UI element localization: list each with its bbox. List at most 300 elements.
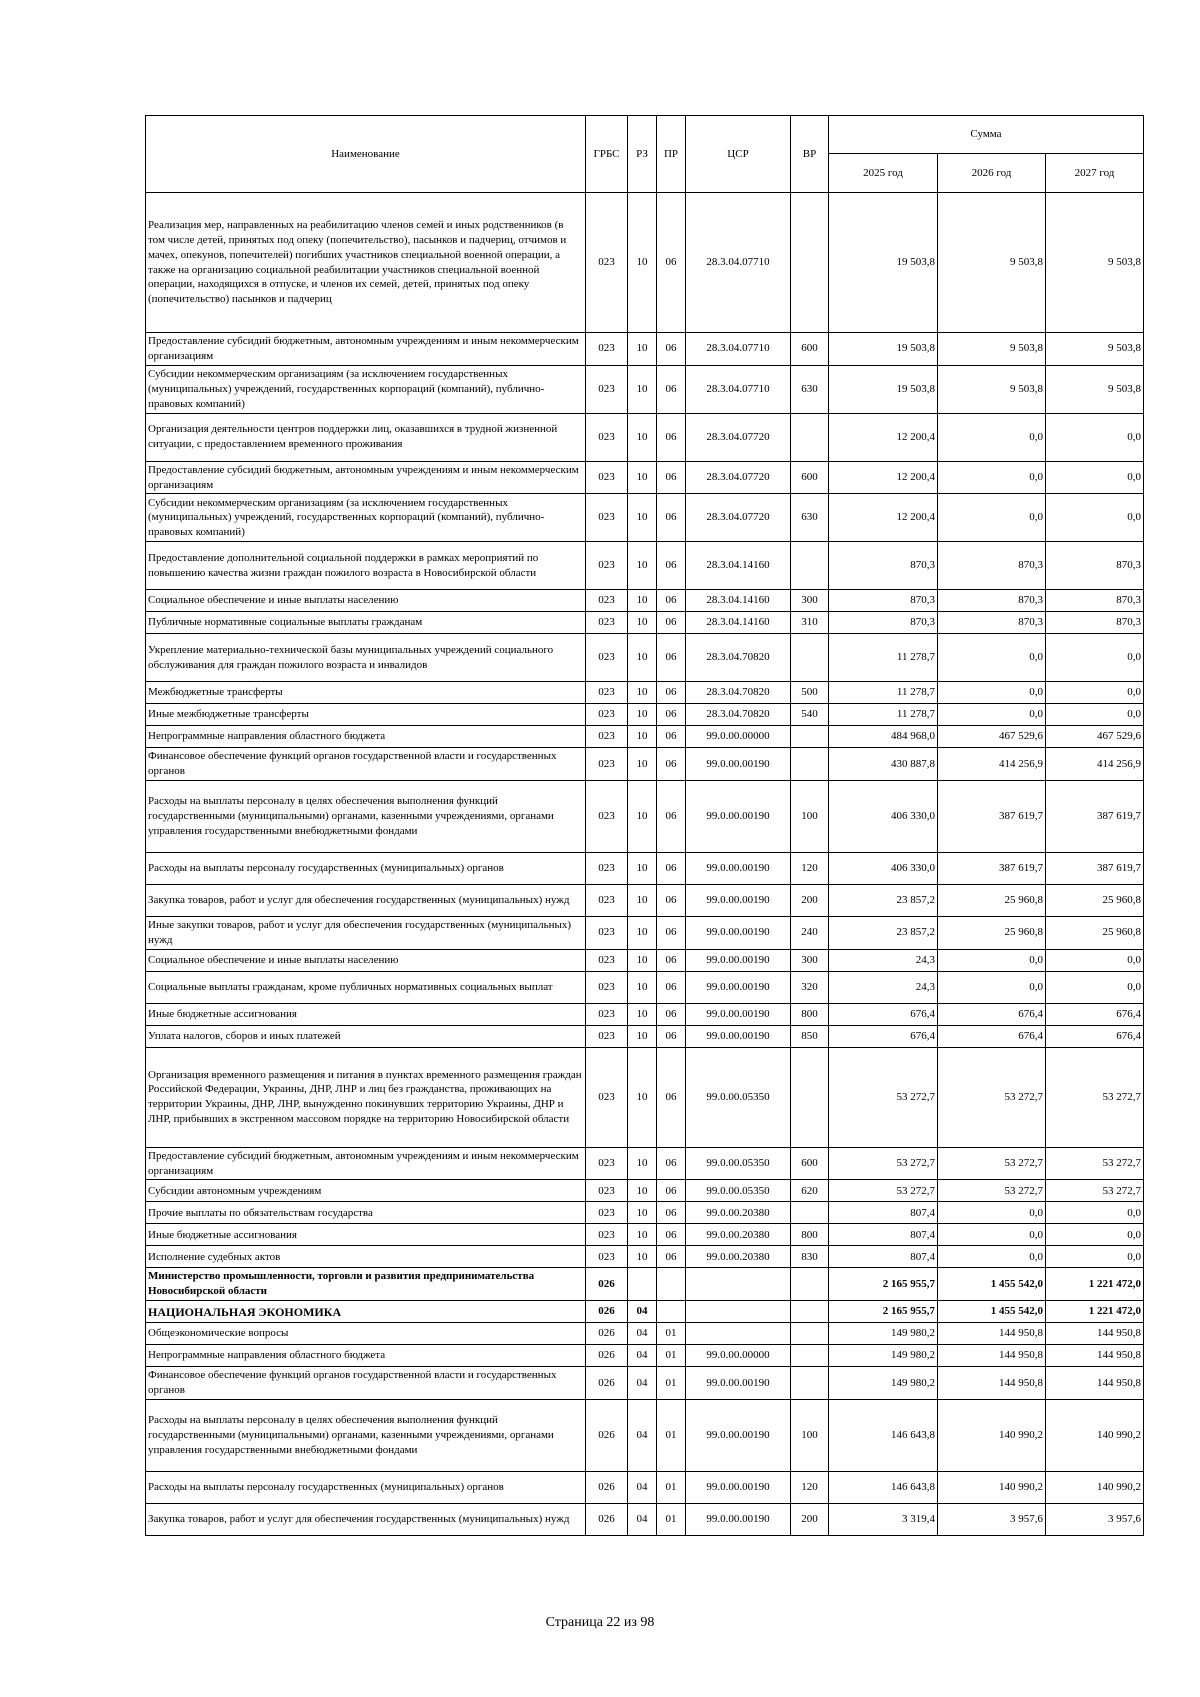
cell-rz: 10 — [628, 1147, 657, 1180]
cell-csr: 99.0.00.00190 — [686, 1503, 791, 1535]
cell-pr: 06 — [657, 634, 686, 682]
cell-vr: 240 — [791, 917, 829, 950]
cell-name: Непрограммные направления областного бюджета — [146, 726, 586, 748]
cell-amount-2027: 676,4 — [1046, 1025, 1144, 1047]
cell-name: Реализация мер, направленных на реабилитацию членов семей и иных родственников (в том числе детей, принятых под опеку (попечительство), пасынков и падчериц, отчимов и мачех, опекунов, попечителей) погибших участников специальной военной операции, а также на организацию социальной реабилитации участников специальной военной операции, находящихся в отпуске, и членов их семей, детей, принятых под опеку (попечительство) пасынков и падчериц — [146, 193, 586, 333]
cell-amount-2027: 0,0 — [1046, 1202, 1144, 1224]
cell-amount-2027: 1 221 472,0 — [1046, 1301, 1144, 1323]
cell-amount-2026: 0,0 — [938, 494, 1046, 542]
cell-csr: 28.3.04.70820 — [686, 704, 791, 726]
cell-rz: 04 — [628, 1301, 657, 1323]
cell-pr: 06 — [657, 590, 686, 612]
cell-pr: 06 — [657, 704, 686, 726]
cell-csr: 28.3.04.07720 — [686, 413, 791, 461]
cell-amount-2026: 144 950,8 — [938, 1367, 1046, 1400]
cell-amount-2025: 11 278,7 — [829, 634, 938, 682]
cell-amount-2026: 0,0 — [938, 971, 1046, 1003]
cell-csr: 28.3.04.14160 — [686, 590, 791, 612]
cell-name: Иные бюджетные ассигнования — [146, 1003, 586, 1025]
cell-name: Субсидии некоммерческим организациям (за исключением государственных (муниципальных) учреждений, государственных корпораций (компаний), публично-правовых компаний) — [146, 365, 586, 413]
cell-pr: 06 — [657, 781, 686, 853]
cell-pr: 06 — [657, 971, 686, 1003]
cell-amount-2026: 9 503,8 — [938, 193, 1046, 333]
cell-amount-2027: 9 503,8 — [1046, 193, 1144, 333]
cell-csr: 28.3.04.70820 — [686, 682, 791, 704]
cell-amount-2026: 25 960,8 — [938, 917, 1046, 950]
cell-amount-2027: 0,0 — [1046, 634, 1144, 682]
cell-rz: 04 — [628, 1323, 657, 1345]
cell-csr — [686, 1268, 791, 1301]
table-row — [146, 461, 1144, 494]
cell-pr: 06 — [657, 682, 686, 704]
cell-grbs: 026 — [586, 1323, 628, 1345]
header-sum: Сумма — [829, 116, 1144, 154]
cell-amount-2026: 870,3 — [938, 590, 1046, 612]
header-year-2026: 2026 год — [938, 154, 1046, 193]
cell-amount-2027: 467 529,6 — [1046, 726, 1144, 748]
cell-csr: 99.0.00.00190 — [686, 949, 791, 971]
cell-name: Межбюджетные трансферты — [146, 682, 586, 704]
cell-pr: 01 — [657, 1503, 686, 1535]
cell-vr: 630 — [791, 365, 829, 413]
cell-rz — [628, 1268, 657, 1301]
table-row — [146, 971, 1144, 1003]
cell-name: Расходы на выплаты персоналу в целях обеспечения выполнения функций государственными (муниципальными) органами, казенными учреждениями, органами управления государственными внебюджетными фондами — [146, 781, 586, 853]
cell-grbs: 023 — [586, 461, 628, 494]
cell-amount-2025: 23 857,2 — [829, 885, 938, 917]
cell-csr: 28.3.04.14160 — [686, 612, 791, 634]
cell-rz: 04 — [628, 1367, 657, 1400]
cell-name: Закупка товаров, работ и услуг для обеспечения государственных (муниципальных) нужд — [146, 885, 586, 917]
cell-vr — [791, 748, 829, 781]
table-row — [146, 542, 1144, 590]
cell-pr: 06 — [657, 726, 686, 748]
cell-vr: 100 — [791, 781, 829, 853]
cell-pr: 06 — [657, 949, 686, 971]
table-row — [146, 1047, 1144, 1147]
cell-grbs: 023 — [586, 193, 628, 333]
cell-grbs: 023 — [586, 917, 628, 950]
cell-grbs: 023 — [586, 1246, 628, 1268]
cell-name: Закупка товаров, работ и услуг для обеспечения государственных (муниципальных) нужд — [146, 1503, 586, 1535]
cell-amount-2027: 0,0 — [1046, 461, 1144, 494]
cell-rz: 10 — [628, 748, 657, 781]
table-row — [146, 1367, 1144, 1400]
cell-name: Предоставление дополнительной социальной поддержки в рамках мероприятий по повышению качества жизни граждан пожилого возраста в Новосибирской области — [146, 542, 586, 590]
cell-csr: 28.3.04.14160 — [686, 542, 791, 590]
table-row — [146, 853, 1144, 885]
header-grbs: ГРБС — [586, 116, 628, 193]
cell-grbs: 023 — [586, 1202, 628, 1224]
cell-vr: 500 — [791, 682, 829, 704]
cell-vr — [791, 726, 829, 748]
table-row — [146, 193, 1144, 333]
cell-amount-2027: 870,3 — [1046, 590, 1144, 612]
cell-amount-2026: 0,0 — [938, 413, 1046, 461]
cell-amount-2025: 11 278,7 — [829, 682, 938, 704]
cell-amount-2026: 140 990,2 — [938, 1471, 1046, 1503]
cell-name: Исполнение судебных актов — [146, 1246, 586, 1268]
cell-pr: 06 — [657, 542, 686, 590]
table-row — [146, 1025, 1144, 1047]
cell-amount-2026: 144 950,8 — [938, 1323, 1046, 1345]
cell-vr: 120 — [791, 853, 829, 885]
cell-amount-2026: 414 256,9 — [938, 748, 1046, 781]
table-row — [146, 1301, 1144, 1323]
cell-rz: 10 — [628, 1025, 657, 1047]
cell-grbs: 023 — [586, 1047, 628, 1147]
cell-grbs: 026 — [586, 1345, 628, 1367]
cell-name: Социальное обеспечение и иные выплаты населению — [146, 949, 586, 971]
cell-vr — [791, 413, 829, 461]
cell-amount-2025: 149 980,2 — [829, 1345, 938, 1367]
cell-grbs: 023 — [586, 542, 628, 590]
cell-amount-2026: 387 619,7 — [938, 781, 1046, 853]
cell-amount-2026: 0,0 — [938, 682, 1046, 704]
table-row — [146, 1323, 1144, 1345]
cell-amount-2025: 676,4 — [829, 1003, 938, 1025]
cell-vr: 600 — [791, 333, 829, 366]
cell-rz: 10 — [628, 704, 657, 726]
cell-amount-2025: 676,4 — [829, 1025, 938, 1047]
cell-amount-2025: 807,4 — [829, 1202, 938, 1224]
cell-vr — [791, 1301, 829, 1323]
cell-amount-2026: 0,0 — [938, 704, 1046, 726]
cell-amount-2025: 484 968,0 — [829, 726, 938, 748]
cell-pr: 06 — [657, 365, 686, 413]
cell-amount-2026: 1 455 542,0 — [938, 1301, 1046, 1323]
cell-amount-2027: 9 503,8 — [1046, 333, 1144, 366]
table-row — [146, 1503, 1144, 1535]
cell-name: Непрограммные направления областного бюджета — [146, 1345, 586, 1367]
cell-csr: 99.0.00.05350 — [686, 1180, 791, 1202]
cell-grbs: 023 — [586, 682, 628, 704]
cell-grbs: 023 — [586, 1180, 628, 1202]
cell-pr: 06 — [657, 748, 686, 781]
cell-rz: 10 — [628, 1224, 657, 1246]
cell-rz: 10 — [628, 1003, 657, 1025]
cell-csr: 99.0.00.20380 — [686, 1202, 791, 1224]
cell-amount-2025: 807,4 — [829, 1246, 938, 1268]
table-row — [146, 781, 1144, 853]
cell-rz: 10 — [628, 494, 657, 542]
table-row — [146, 917, 1144, 950]
cell-amount-2027: 140 990,2 — [1046, 1471, 1144, 1503]
cell-pr: 01 — [657, 1399, 686, 1471]
cell-pr: 06 — [657, 193, 686, 333]
header-year-2027: 2027 год — [1046, 154, 1144, 193]
cell-amount-2027: 0,0 — [1046, 494, 1144, 542]
cell-pr: 06 — [657, 885, 686, 917]
cell-vr: 300 — [791, 949, 829, 971]
cell-grbs: 023 — [586, 704, 628, 726]
cell-rz: 04 — [628, 1345, 657, 1367]
cell-amount-2025: 149 980,2 — [829, 1367, 938, 1400]
cell-amount-2026: 25 960,8 — [938, 885, 1046, 917]
cell-amount-2027: 0,0 — [1046, 1224, 1144, 1246]
cell-amount-2027: 870,3 — [1046, 612, 1144, 634]
table-row — [146, 1003, 1144, 1025]
cell-csr: 99.0.00.05350 — [686, 1047, 791, 1147]
cell-vr — [791, 542, 829, 590]
cell-name: Расходы на выплаты персоналу государственных (муниципальных) органов — [146, 853, 586, 885]
cell-amount-2026: 53 272,7 — [938, 1180, 1046, 1202]
cell-pr: 01 — [657, 1367, 686, 1400]
cell-vr — [791, 1367, 829, 1400]
cell-rz: 04 — [628, 1399, 657, 1471]
cell-amount-2027: 144 950,8 — [1046, 1323, 1144, 1345]
cell-amount-2025: 430 887,8 — [829, 748, 938, 781]
cell-grbs: 023 — [586, 971, 628, 1003]
cell-amount-2025: 24,3 — [829, 971, 938, 1003]
cell-amount-2027: 870,3 — [1046, 542, 1144, 590]
cell-name: Публичные нормативные социальные выплаты гражданам — [146, 612, 586, 634]
cell-amount-2026: 9 503,8 — [938, 365, 1046, 413]
cell-grbs: 026 — [586, 1367, 628, 1400]
cell-grbs: 023 — [586, 726, 628, 748]
cell-amount-2027: 3 957,6 — [1046, 1503, 1144, 1535]
cell-pr: 06 — [657, 1180, 686, 1202]
cell-amount-2025: 406 330,0 — [829, 781, 938, 853]
cell-csr — [686, 1323, 791, 1345]
cell-amount-2025: 19 503,8 — [829, 333, 938, 366]
cell-amount-2026: 53 272,7 — [938, 1047, 1046, 1147]
cell-vr: 800 — [791, 1003, 829, 1025]
cell-rz: 10 — [628, 949, 657, 971]
table-row — [146, 365, 1144, 413]
cell-vr — [791, 1268, 829, 1301]
cell-amount-2026: 676,4 — [938, 1025, 1046, 1047]
cell-rz: 10 — [628, 634, 657, 682]
cell-csr: 99.0.00.00190 — [686, 1003, 791, 1025]
cell-csr: 99.0.00.00190 — [686, 1025, 791, 1047]
cell-csr: 99.0.00.00190 — [686, 885, 791, 917]
cell-grbs: 023 — [586, 853, 628, 885]
table-row — [146, 1180, 1144, 1202]
cell-amount-2027: 144 950,8 — [1046, 1345, 1144, 1367]
cell-vr: 540 — [791, 704, 829, 726]
cell-amount-2026: 0,0 — [938, 1202, 1046, 1224]
cell-rz: 04 — [628, 1471, 657, 1503]
cell-vr — [791, 1047, 829, 1147]
cell-amount-2025: 870,3 — [829, 590, 938, 612]
cell-csr: 28.3.04.07710 — [686, 193, 791, 333]
cell-pr: 06 — [657, 461, 686, 494]
cell-csr: 99.0.00.00190 — [686, 971, 791, 1003]
cell-amount-2027: 0,0 — [1046, 704, 1144, 726]
cell-amount-2027: 53 272,7 — [1046, 1047, 1144, 1147]
cell-amount-2027: 0,0 — [1046, 1246, 1144, 1268]
cell-amount-2026: 467 529,6 — [938, 726, 1046, 748]
cell-vr: 200 — [791, 885, 829, 917]
cell-amount-2025: 146 643,8 — [829, 1471, 938, 1503]
cell-pr: 06 — [657, 1202, 686, 1224]
cell-grbs: 023 — [586, 413, 628, 461]
cell-amount-2026: 387 619,7 — [938, 853, 1046, 885]
cell-grbs: 023 — [586, 1147, 628, 1180]
cell-amount-2026: 0,0 — [938, 1246, 1046, 1268]
table-row — [146, 1345, 1144, 1367]
table-row — [146, 704, 1144, 726]
table-row — [146, 333, 1144, 366]
cell-vr: 200 — [791, 1503, 829, 1535]
cell-csr: 28.3.04.07720 — [686, 494, 791, 542]
cell-csr: 99.0.00.00000 — [686, 1345, 791, 1367]
cell-amount-2026: 870,3 — [938, 542, 1046, 590]
cell-rz: 10 — [628, 193, 657, 333]
cell-amount-2025: 3 319,4 — [829, 1503, 938, 1535]
cell-pr: 01 — [657, 1345, 686, 1367]
cell-amount-2025: 2 165 955,7 — [829, 1301, 938, 1323]
cell-pr: 06 — [657, 1003, 686, 1025]
table-row — [146, 1268, 1144, 1301]
cell-amount-2027: 25 960,8 — [1046, 885, 1144, 917]
cell-rz: 10 — [628, 542, 657, 590]
cell-pr — [657, 1268, 686, 1301]
cell-amount-2027: 53 272,7 — [1046, 1147, 1144, 1180]
cell-name: Укрепление материально-технической базы муниципальных учреждений социального обслуживания для граждан пожилого возраста и инвалидов — [146, 634, 586, 682]
cell-csr: 99.0.00.00190 — [686, 748, 791, 781]
cell-name: Иные бюджетные ассигнования — [146, 1224, 586, 1246]
cell-amount-2027: 1 221 472,0 — [1046, 1268, 1144, 1301]
cell-amount-2025: 870,3 — [829, 612, 938, 634]
cell-pr: 06 — [657, 1224, 686, 1246]
cell-csr: 99.0.00.00190 — [686, 781, 791, 853]
cell-grbs: 026 — [586, 1399, 628, 1471]
cell-pr: 06 — [657, 333, 686, 366]
table-row — [146, 726, 1144, 748]
cell-csr: 99.0.00.00190 — [686, 1367, 791, 1400]
cell-pr: 06 — [657, 1025, 686, 1047]
cell-vr — [791, 1345, 829, 1367]
cell-amount-2026: 1 455 542,0 — [938, 1268, 1046, 1301]
cell-grbs: 023 — [586, 949, 628, 971]
cell-rz: 10 — [628, 971, 657, 1003]
cell-name: Министерство промышленности, торговли и развития предпринимательства Новосибирской области — [146, 1268, 586, 1301]
table-row — [146, 1224, 1144, 1246]
cell-name: Организация деятельности центров поддержки лиц, оказавшихся в трудной жизненной ситуации, с предоставлением временного проживания — [146, 413, 586, 461]
cell-amount-2026: 144 950,8 — [938, 1345, 1046, 1367]
table-row — [146, 1246, 1144, 1268]
cell-amount-2027: 0,0 — [1046, 413, 1144, 461]
cell-rz: 10 — [628, 612, 657, 634]
cell-pr: 06 — [657, 917, 686, 950]
cell-rz: 10 — [628, 1047, 657, 1147]
cell-rz: 10 — [628, 1202, 657, 1224]
cell-amount-2025: 24,3 — [829, 949, 938, 971]
cell-amount-2027: 387 619,7 — [1046, 781, 1144, 853]
cell-amount-2025: 53 272,7 — [829, 1047, 938, 1147]
cell-name: Расходы на выплаты персоналу в целях обеспечения выполнения функций государственными (муниципальными) органами, казенными учреждениями, органами управления государственными внебюджетными фондами — [146, 1399, 586, 1471]
cell-pr: 06 — [657, 413, 686, 461]
cell-csr: 28.3.04.07710 — [686, 365, 791, 413]
cell-vr: 310 — [791, 612, 829, 634]
cell-name: Субсидии автономным учреждениям — [146, 1180, 586, 1202]
cell-amount-2027: 676,4 — [1046, 1003, 1144, 1025]
cell-grbs: 023 — [586, 1025, 628, 1047]
cell-grbs: 023 — [586, 1224, 628, 1246]
cell-name: Финансовое обеспечение функций органов государственной власти и государственных органов — [146, 748, 586, 781]
header-pr: ПР — [657, 116, 686, 193]
cell-amount-2025: 53 272,7 — [829, 1180, 938, 1202]
cell-amount-2027: 144 950,8 — [1046, 1367, 1144, 1400]
cell-name: Финансовое обеспечение функций органов государственной власти и государственных органов — [146, 1367, 586, 1400]
table-row — [146, 612, 1144, 634]
cell-csr: 99.0.00.00000 — [686, 726, 791, 748]
header-csr: ЦСР — [686, 116, 791, 193]
cell-name: Предоставление субсидий бюджетным, автономным учреждениям и иным некоммерческим организациям — [146, 333, 586, 366]
cell-amount-2025: 53 272,7 — [829, 1147, 938, 1180]
cell-name: Прочие выплаты по обязательствам государства — [146, 1202, 586, 1224]
cell-amount-2025: 19 503,8 — [829, 365, 938, 413]
cell-amount-2025: 12 200,4 — [829, 461, 938, 494]
table-row — [146, 634, 1144, 682]
header-name: Наименование — [146, 116, 586, 193]
cell-amount-2026: 53 272,7 — [938, 1147, 1046, 1180]
cell-amount-2026: 0,0 — [938, 949, 1046, 971]
cell-grbs: 026 — [586, 1268, 628, 1301]
cell-amount-2027: 53 272,7 — [1046, 1180, 1144, 1202]
cell-amount-2025: 807,4 — [829, 1224, 938, 1246]
cell-vr: 620 — [791, 1180, 829, 1202]
cell-rz: 10 — [628, 1246, 657, 1268]
cell-vr: 630 — [791, 494, 829, 542]
cell-amount-2025: 11 278,7 — [829, 704, 938, 726]
cell-grbs: 023 — [586, 781, 628, 853]
cell-csr: 28.3.04.07710 — [686, 333, 791, 366]
budget-table — [145, 115, 1144, 1536]
cell-amount-2025: 406 330,0 — [829, 853, 938, 885]
cell-amount-2027: 140 990,2 — [1046, 1399, 1144, 1471]
cell-vr: 320 — [791, 971, 829, 1003]
cell-name: Иные закупки товаров, работ и услуг для обеспечения государственных (муниципальных) нужд — [146, 917, 586, 950]
cell-vr: 300 — [791, 590, 829, 612]
cell-grbs: 026 — [586, 1301, 628, 1323]
cell-name: Предоставление субсидий бюджетным, автономным учреждениям и иным некоммерческим организациям — [146, 461, 586, 494]
cell-csr: 28.3.04.07720 — [686, 461, 791, 494]
header-rz: РЗ — [628, 116, 657, 193]
cell-grbs: 023 — [586, 1003, 628, 1025]
table-row — [146, 494, 1144, 542]
cell-vr: 600 — [791, 1147, 829, 1180]
cell-pr — [657, 1301, 686, 1323]
table-body — [146, 193, 1144, 1536]
cell-grbs: 026 — [586, 1471, 628, 1503]
cell-rz: 10 — [628, 682, 657, 704]
cell-grbs: 023 — [586, 634, 628, 682]
cell-name: Расходы на выплаты персоналу государственных (муниципальных) органов — [146, 1471, 586, 1503]
table-row — [146, 1202, 1144, 1224]
cell-csr: 99.0.00.05350 — [686, 1147, 791, 1180]
cell-amount-2027: 0,0 — [1046, 949, 1144, 971]
cell-rz: 10 — [628, 413, 657, 461]
cell-vr: 800 — [791, 1224, 829, 1246]
cell-vr: 600 — [791, 461, 829, 494]
cell-name: Организация временного размещения и питания в пунктах временного размещения граждан Российской Федерации, Украины, ДНР, ЛНР и лиц без гражданства, проживающих на территории Украины, ДНР, ЛНР, вынужденно покинувших территорию Украины, ДНР и ЛНР, прибывших в экстренном массовом порядке на территорию Новосибирской области — [146, 1047, 586, 1147]
cell-amount-2026: 0,0 — [938, 634, 1046, 682]
cell-amount-2025: 23 857,2 — [829, 917, 938, 950]
cell-pr: 06 — [657, 1147, 686, 1180]
cell-grbs: 023 — [586, 494, 628, 542]
header-year-2025: 2025 год — [829, 154, 938, 193]
cell-amount-2025: 870,3 — [829, 542, 938, 590]
cell-vr: 830 — [791, 1246, 829, 1268]
cell-amount-2026: 0,0 — [938, 461, 1046, 494]
cell-rz: 10 — [628, 726, 657, 748]
cell-name: Уплата налогов, сборов и иных платежей — [146, 1025, 586, 1047]
cell-vr: 120 — [791, 1471, 829, 1503]
cell-csr: 28.3.04.70820 — [686, 634, 791, 682]
